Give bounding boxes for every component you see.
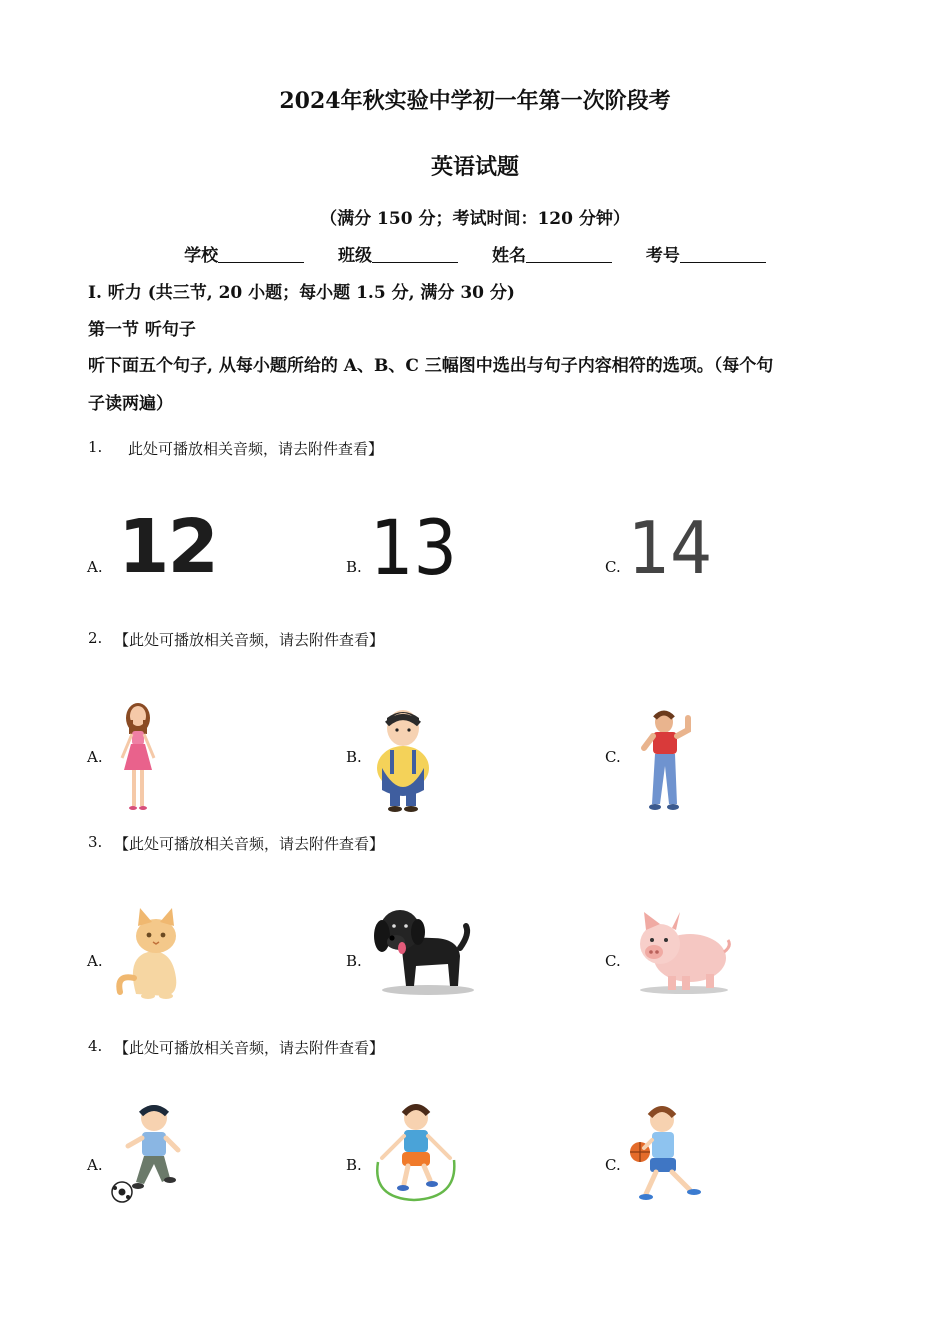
option-label: B. (346, 952, 362, 970)
section-heading: Ⅰ. 听力 (共三节, 20 小题；每小题 1.5 分, 满分 30 分) (88, 283, 515, 303)
number-13-image: 13 (370, 503, 458, 592)
option-label: A. (87, 1156, 103, 1174)
question-number: 3. (88, 833, 103, 851)
option-label: B. (346, 748, 362, 766)
field-name: 姓名 (492, 241, 612, 266)
field-school: 学校 (184, 241, 304, 266)
number-12-image: 12 (118, 504, 217, 590)
audio-placeholder[interactable]: 【此处可播放相关音频，请去附件查看】 (114, 631, 385, 649)
field-exam-number: 考号 (646, 241, 766, 266)
number-14-image: 14 (628, 506, 713, 590)
boy-playing-soccer-image (110, 1102, 186, 1206)
instruction-line-2: 子读两遍） (88, 394, 173, 414)
option-label: C. (605, 558, 621, 576)
fill-line[interactable] (372, 244, 458, 263)
audio-placeholder[interactable]: 【此处可播放相关音频，请去附件查看】 (114, 1039, 385, 1057)
option-label: C. (605, 1156, 621, 1174)
student-info-row (0, 241, 950, 266)
fill-line[interactable] (680, 244, 766, 263)
girl-pink-dress-image (112, 698, 164, 812)
boy-playing-basketball-image (628, 1104, 708, 1204)
fill-line[interactable] (526, 244, 612, 263)
strong-man-flexing-image (640, 708, 696, 814)
option-label: B. (346, 558, 362, 576)
audio-placeholder[interactable]: 此处可播放相关音频，请去附件查看】 (128, 440, 384, 458)
exam-title: 2024年秋实验中学初一年第一次阶段考 (279, 88, 671, 114)
option-label: C. (605, 952, 621, 970)
question-number: 1. (88, 438, 103, 456)
field-class: 班级 (338, 241, 458, 266)
option-label: A. (87, 558, 103, 576)
black-dog-image (372, 900, 476, 996)
pink-pig-image (634, 906, 734, 996)
option-label: A. (87, 952, 103, 970)
question-number: 2. (88, 629, 103, 647)
option-label: A. (87, 748, 103, 766)
question-number: 4. (88, 1037, 103, 1055)
fill-line[interactable] (218, 244, 304, 263)
audio-placeholder[interactable]: 【此处可播放相关音频，请去附件查看】 (114, 835, 385, 853)
exam-meta: （满分 150 分；考试时间：120 分钟） (320, 209, 630, 229)
exam-subtitle: 英语试题 (430, 154, 519, 180)
boy-jumping-rope-image (370, 1102, 462, 1202)
option-label: B. (346, 1156, 362, 1174)
option-label: C. (605, 748, 621, 766)
part-heading: 第一节 听句子 (88, 320, 196, 340)
orange-cat-image (116, 908, 192, 1000)
instruction-line-1: 听下面五个句子, 从每小题所给的 A、B、C 三幅图中选出与句子内容相符的选项。（每个句 (88, 356, 774, 376)
chubby-boy-overalls-image (370, 706, 436, 814)
